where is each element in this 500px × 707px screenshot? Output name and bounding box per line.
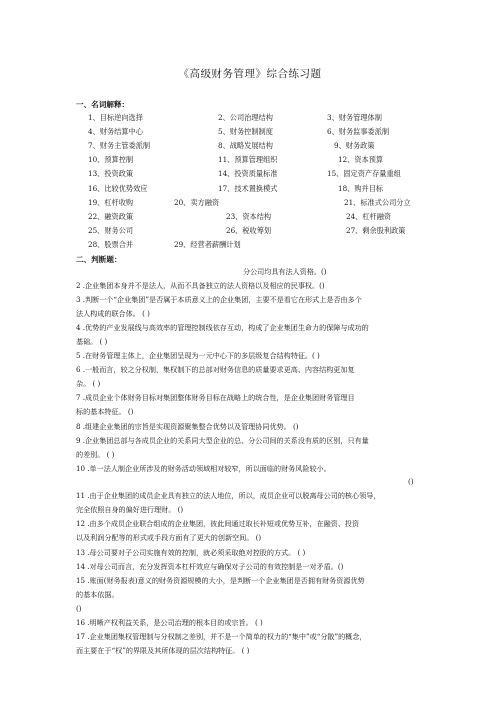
question-line: 3 .判断一个“企业集团”是否属于本质意义上的企业集团，主要不是看它在形式上是否由多个 bbox=[76, 295, 362, 304]
term-item: 2、公司治理结构 bbox=[218, 113, 273, 122]
term-item: 23、资本结构 bbox=[226, 212, 272, 221]
term-item: 16、比较优势效应 bbox=[88, 184, 148, 193]
term-item: 17、技术置换模式 bbox=[218, 184, 278, 193]
question-line: 13 .母公司要对子公司实施有效的控制，就必须采取绝对控股的方式。 ( ) bbox=[76, 548, 306, 557]
question-line: 11 .由于企业集团的成员企业具有独立的法人地位，所以，成员企业可以脱离母公司的核心领导， bbox=[76, 491, 381, 500]
question-line: 4 .优势的产业发展线与高效率的管理控制线依存互动，构成了企业集团生命力的保障与成功的 bbox=[76, 323, 369, 332]
term-item: 27、剩余股利政策 bbox=[346, 226, 406, 235]
term-item: 8、战略发展结构 bbox=[218, 141, 273, 150]
question-line: 而主要在于“权”的界限及其所体现的层次结构特征。 ( ) bbox=[76, 646, 250, 655]
document-title: 《高级财务管理》综合练习题 bbox=[178, 68, 322, 80]
question-line: 2 .企业集团本身并不是法人，从而不具备独立的法人资格以及相应的民事权。() bbox=[76, 281, 325, 290]
term-item: 28、股票合并 bbox=[88, 240, 134, 249]
term-item: 15、固定资产存量重组 bbox=[327, 169, 401, 178]
question-line: 17 .企业集团集权管理制与分权制之差别，并不是一个简单的权力的“集中”或“分散”的概念， bbox=[76, 632, 367, 641]
term-item: 1、目标逆向选择 bbox=[88, 113, 143, 122]
question-line: 完全依照自身的偏好进行理财。 () bbox=[76, 505, 184, 514]
question-line: 的基本依据。 bbox=[76, 590, 119, 599]
question-line: () bbox=[76, 604, 82, 613]
question-line: 标的基本特征。 () bbox=[76, 407, 134, 416]
question-line: 15 .账面(财务报表)意义的财务资源规模的大小，是判断一个企业集团是否拥有财务资源优势 bbox=[76, 576, 365, 585]
question-line: 法人构成的联合体。 ( ) bbox=[76, 309, 150, 318]
term-item: 18、购并目标 bbox=[338, 184, 384, 193]
term-item: 22、融资政策 bbox=[88, 212, 134, 221]
question-line: 基础。 ( ) bbox=[76, 337, 108, 346]
question-line: () bbox=[408, 477, 414, 486]
question-line: 6 .一般而言，较之分权制，集权制下的总部对财务信息的质量要求更高、内容结构更加复 bbox=[76, 365, 355, 374]
term-item: 14、投资质量标准 bbox=[218, 169, 278, 178]
term-item: 24、杠杆融资 bbox=[346, 212, 392, 221]
question-line: 5 .在财务管理主体上，企业集团呈现为一元中心下的多层级复合结构特征。( ) bbox=[76, 351, 320, 360]
question-line: 杂。 ( ) bbox=[76, 379, 101, 388]
term-item: 7、财务主管委派制 bbox=[88, 141, 151, 150]
term-item: 4、财务结算中心 bbox=[88, 127, 143, 136]
term-item: 29、经营者薪酬计划 bbox=[174, 240, 241, 249]
term-item: 21、标准式公司分立 bbox=[344, 198, 411, 207]
term-item: 26、税收筹划 bbox=[226, 226, 272, 235]
question-line: 16 .明晰产权利益关系，是公司治理的根本目的或宗旨。 ( ) bbox=[76, 618, 263, 627]
term-item: 19、杠杆收购 bbox=[88, 198, 134, 207]
term-item: 20、卖方融资 bbox=[174, 198, 220, 207]
term-item: 3、财务管理体制 bbox=[327, 113, 382, 122]
term-item: 10、预算控制 bbox=[88, 155, 134, 164]
term-item: 12、资本预算 bbox=[338, 155, 384, 164]
question-line: 10 .单一法人制企业所涉及的财务活动领域相对较窄，所以面临的财务风险较小。 bbox=[76, 464, 331, 473]
question-line: 以及利润分配等的形式或手段方面有了更大的创新空间。 () bbox=[76, 533, 262, 542]
term-item: 25、财务公司 bbox=[88, 226, 134, 235]
question-line: 12 .由多个成员企业联合组成的企业集团，彼此间通过取长补短或优势互补，在融资、投资 bbox=[76, 519, 360, 528]
question-line: 8 .组建企业集团的宗旨是实现资源聚集整合优势以及管理协同优势。 () bbox=[76, 422, 299, 431]
question-line: 分公司均具有法人资格。() bbox=[243, 267, 327, 276]
term-item: 11、预算管理组织 bbox=[218, 155, 278, 164]
question-line: 的差别。 ( ) bbox=[76, 450, 115, 459]
term-item: 9、财务政策 bbox=[334, 141, 375, 150]
term-item: 13、投资政策 bbox=[88, 169, 134, 178]
question-line: 14 .对母公司而言，充分发挥资本杠杆效应与确保对子公司的有效控制是一对矛盾。() bbox=[76, 562, 344, 571]
section-heading-judgement: 二、判断题： bbox=[76, 255, 122, 264]
section-heading-terms: 一、名词解释： bbox=[76, 100, 130, 109]
term-item: 6、财务监事委派制 bbox=[327, 127, 390, 136]
question-line: 9 .企业集团总部与各成员企业的关系同大型企业的总、分公司间的关系没有质的区别，只有量 bbox=[76, 436, 369, 445]
question-line: 7 .成员企业个体财务目标对集团整体财务目标在战略上的统合性，是企业集团财务管理目 bbox=[76, 393, 355, 402]
term-item: 5、财务控制制度 bbox=[218, 127, 273, 136]
